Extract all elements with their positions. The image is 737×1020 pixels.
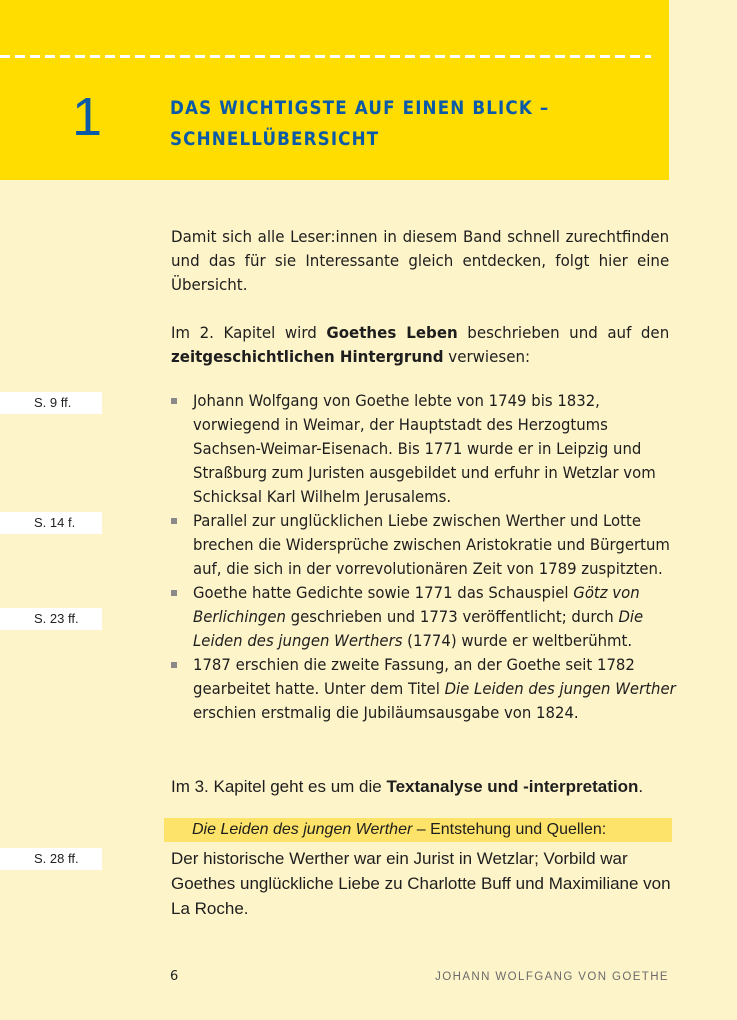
chapter-number: 1 [72,87,103,147]
bullet-list [171,389,676,725]
bullet-text [193,389,677,509]
bullet-text-part: Parallel zur unglücklichen Liebe zwischen Werther und Lotte brechen die Widersprüche zwischen Aristokratie und Bürgertum auf, die sich in der vorrevolutionären Zeit von 1789 zuspitzten. [193,511,670,578]
chapter2-mid: beschrieben und auf den [457,323,670,342]
work-title-goetz: Götz von Berlichingen [193,583,640,626]
bullet-text-part: Goethe hatte Gedichte sowie 1771 das Schauspiel [193,583,574,602]
work-title-werthers: Die Leiden des jungen Werthers [193,607,644,650]
running-title: JOHANN WOLFGANG VON GOETHE [435,971,669,983]
chapter-title [170,93,592,155]
chapter3-paragraph [171,774,669,799]
bullet-text-part: (1774) wurde er weltberühmt. [402,631,633,650]
chapter-title-line-2: SCHNELLÜBERSICHT [170,128,380,150]
chapter3-post: . [638,777,644,796]
intro-paragraph [171,225,669,297]
section-text: Der historische Werther war ein Jurist in Wetzlar; Vorbild war Goethes unglückliche Liebe zu Charlotte Buff und Maximiliane von La Roche. [171,849,671,918]
bullet-item [171,581,671,653]
section-heading-italic: Die Leiden des jungen Werther [192,821,413,838]
margin-ref-4: S. 28 ff. [0,848,102,870]
chapter-title-line-1: DAS WICHTIGSTE AUF EINEN BLICK – [170,97,550,119]
chapter2-pre: Im 2. Kapitel wird [171,323,327,342]
bullet-text-part: 1787 erschien die zweite Fassung, an der Goethe seit 1782 gearbeitet hatte. Unter dem Titel [193,655,635,698]
dashed-divider [0,55,651,58]
chapter3-pre: Im 3. Kapitel geht es um die [171,777,387,796]
bullet-item [171,389,671,509]
bullet-text-part: Johann Wolfgang von Goethe lebte von 1749 bis 1832, vorwiegend in Weimar, der Hauptstadt des Herzogtums Sachsen-Weimar-Eisenach. Bis 1771 wurde er in Leipzig und Straßburg zum Juristen ausgebildet und erfuhr in Wetzlar vom Schicksal Karl Wilhelm Jerusalems. [193,391,656,506]
bullet-item [171,509,671,581]
margin-ref-1: S. 9 ff. [0,392,102,414]
chapter2-post: verwiesen: [443,347,531,366]
chapter2-bold-hintergrund: zeitgeschichtlichen Hintergrund [171,347,444,366]
bullet-text-part: erschien erstmalig die Jubiläumsausgabe von 1824. [193,703,579,722]
bullet-text-part: geschrieben und 1773 veröffentlicht; durch [285,607,619,626]
chapter-header [0,0,669,180]
margin-ref-2: S. 14 f. [0,512,102,534]
page-number: 6 [170,969,179,984]
chapter3-bold: Textanalyse und -interpretation [386,777,639,796]
bullet-item [171,653,676,725]
margin-ref-3: S. 23 ff. [0,608,102,630]
section-heading-rest: – Entstehung und Quellen: [412,821,607,838]
square-bullet-icon [171,398,177,404]
intro-text: Damit sich alle Leser:innen in diesem Band schnell zurechtfinden und das für sie Interessante gleich entdecken, folgt hier eine Übersicht. [171,227,670,294]
square-bullet-icon [171,662,177,668]
chapter2-bold-goethes-leben: Goethes Leben [326,323,458,342]
bullet-text [193,509,677,581]
square-bullet-icon [171,518,177,524]
chapter2-paragraph [171,321,669,369]
work-title-werther: Die Leiden des jungen Werther [444,679,676,698]
chapter2-text [171,321,669,369]
bullet-text [193,653,677,725]
bullet-text [193,581,677,653]
square-bullet-icon [171,590,177,596]
section-heading [192,818,662,842]
